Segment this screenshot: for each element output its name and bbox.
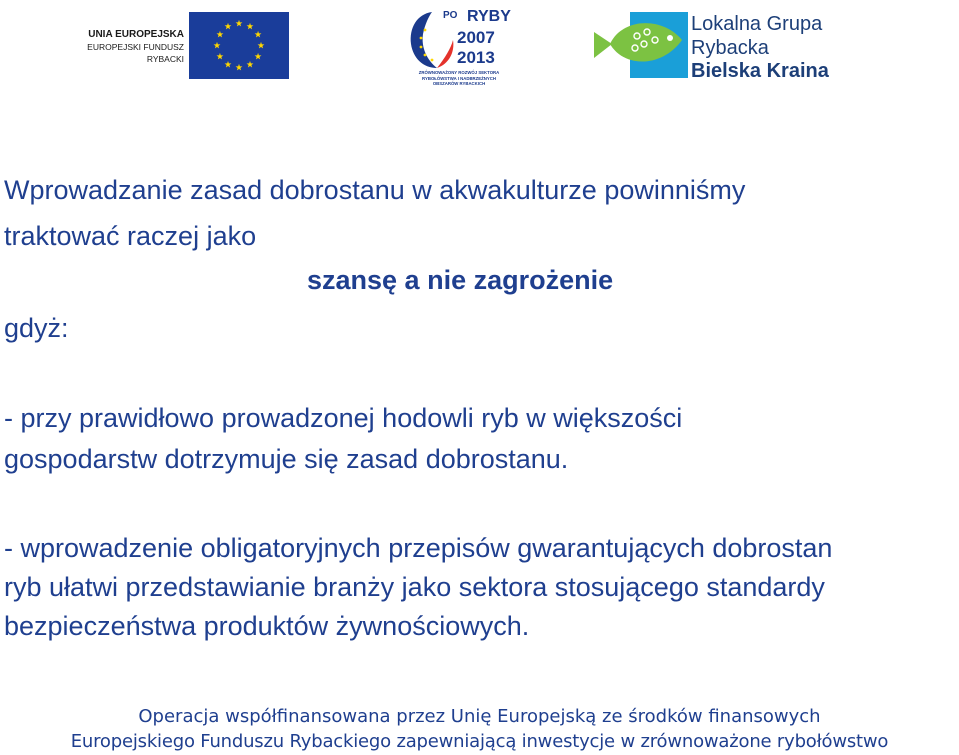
bullet-point-1-line-2: gospodarstw dotrzymuje się zasad dobrostanu. bbox=[4, 444, 569, 474]
because-label: gdyż: bbox=[4, 313, 69, 343]
bullet-point-2-line-3: bezpieczeństwa produktów żywnościowych. bbox=[4, 611, 530, 641]
intro-line-1: Wprowadzanie zasad dobrostanu w akwakulturze powinniśmy bbox=[4, 175, 746, 205]
eu-logo bbox=[84, 12, 294, 82]
po-ryby-po: PO bbox=[443, 10, 458, 21]
intro-paragraph bbox=[4, 172, 745, 254]
emphasis-heading: szansę a nie zagrożenie bbox=[307, 265, 614, 295]
lgr-logo-line2: Rybacka bbox=[691, 37, 769, 59]
fish-icon bbox=[592, 10, 690, 80]
lgr-logo-line3: Bielska Kraina bbox=[691, 60, 829, 82]
eu-logo-line3: RYBACKI bbox=[146, 54, 184, 64]
eu-logo-text bbox=[84, 29, 184, 65]
bullet-point-2 bbox=[4, 530, 832, 644]
bullet-point-2-line-2: ryb ułatwi przedstawianie branży jako sektora stosującego standardy bbox=[4, 572, 825, 602]
footer-line-1: Operacja współfinansowana przez Unię Europejską ze środków finansowych bbox=[138, 706, 821, 727]
po-ryby-year-start: 2007 bbox=[457, 28, 495, 47]
lgr-logo bbox=[592, 10, 832, 82]
eu-flag-icon bbox=[189, 12, 289, 79]
footer bbox=[0, 704, 959, 754]
footer-line-2: Europejskiego Funduszu Rybackiego zapewniającą inwestycje w zrównoważone rybołówstwo bbox=[70, 731, 889, 752]
po-ryby-title: RYBY bbox=[467, 8, 511, 25]
po-ryby-caption: ZRÓWNOWAŻONY ROZWÓJ SEKTORA RYBOŁÓWSTWA I NADBRZEŻNYCH OBSZARÓW RYBACKICH bbox=[418, 70, 500, 86]
intro-line-2: traktować raczej jako bbox=[4, 221, 257, 251]
po-ryby-logo bbox=[405, 4, 513, 92]
bullet-point-1 bbox=[4, 400, 682, 477]
lgr-logo-line1: Lokalna Grupa bbox=[691, 13, 823, 35]
eu-logo-line1: UNIA EUROPEJSKA bbox=[88, 29, 184, 40]
po-ryby-year-end: 2013 bbox=[457, 48, 495, 67]
eu-logo-line2: EUROPEJSKI FUNDUSZ bbox=[87, 42, 184, 52]
bullet-point-2-line-1: - wprowadzenie obligatoryjnych przepisów gwarantujących dobrostan bbox=[4, 533, 833, 563]
bullet-point-1-line-1: - przy prawidłowo prowadzonej hodowli ryb w większości bbox=[4, 403, 683, 433]
